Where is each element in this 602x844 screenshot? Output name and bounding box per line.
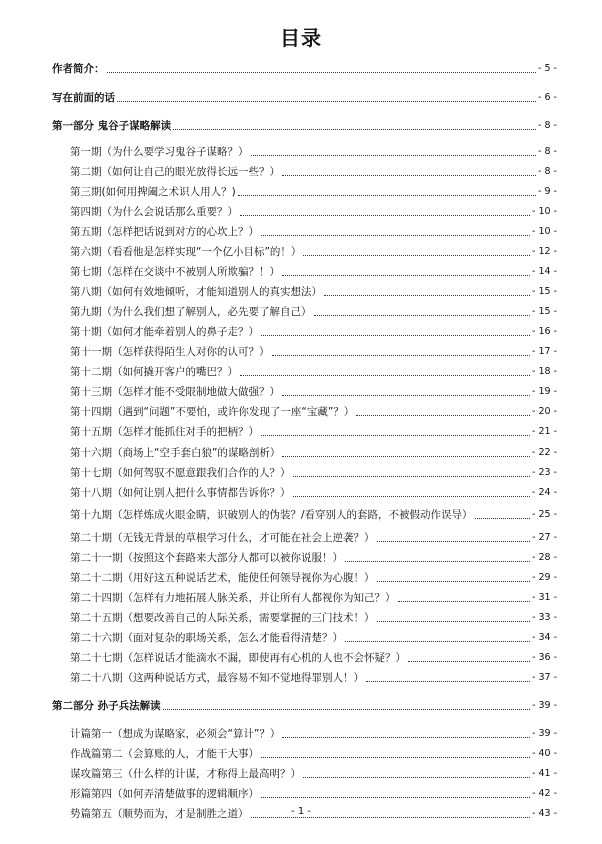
toc-entry-page: - 41 - (532, 768, 557, 779)
toc-entry-page: - 36 - (532, 652, 557, 663)
toc-entry (70, 508, 557, 522)
toc-entry (70, 651, 557, 665)
toc-entry-page: - 43 - (532, 808, 557, 819)
toc-entry-page: - 40 - (532, 748, 557, 759)
toc-entry-page: - 25 - (532, 509, 557, 520)
toc-entry (70, 787, 557, 801)
toc-entry (70, 551, 557, 565)
toc-entry (70, 265, 557, 279)
toc-entry-page: - 8 - (538, 146, 557, 157)
toc-entry (70, 285, 557, 299)
dot-leader (282, 175, 536, 176)
toc-entry-page: - 20 - (532, 406, 557, 417)
dot-leader (324, 295, 530, 296)
toc-entry-title: 谋攻篇第三（什么样的计谋，才称得上最高明？） (70, 768, 301, 780)
toc-entry-page: - 9 - (538, 186, 557, 197)
toc-entry (70, 671, 557, 685)
toc-entry-page: - 8 - (538, 120, 557, 131)
dot-leader (282, 737, 530, 738)
toc-entry (70, 531, 557, 545)
toc-entry-title: 第十四期（遇到“问题”不要怕，或许你发现了一座“宝藏”？） (70, 406, 355, 418)
toc-entry-title: 第二十期（无钱无背景的草根学习什么，才可能在社会上逆袭？） (70, 532, 375, 544)
toc-entry (70, 365, 557, 379)
toc-entry-title: 第十六期（商场上“空手套白狼”的谋略剖析） (70, 447, 281, 459)
toc-entry-page: - 24 - (532, 487, 557, 498)
toc-entry (70, 611, 557, 625)
dot-leader (117, 101, 536, 102)
toc-entry-title: 第七期（怎样在交谈中不被别人所欺骗？！） (70, 266, 280, 278)
toc-entry-page: - 28 - (532, 552, 557, 563)
page-number: - 1 - (291, 806, 311, 817)
dot-leader (356, 415, 530, 416)
toc-entry-title: 势篇第五（顺势而为，才是制胜之道） (70, 808, 249, 820)
dot-leader (251, 155, 537, 156)
toc-entry-title: 第十七期（如何驾驭不愿意跟我们合作的人？） (70, 467, 291, 479)
toc-entry-title: 第二十五期（想要改善自己的人际关系，需要掌握的三门技术！） (70, 612, 375, 624)
toc-entry (70, 245, 557, 259)
toc-entry-title: 第二部分 孙子兵法解读 (52, 700, 161, 712)
toc-entry-title: 写在前面的话 (52, 92, 115, 104)
toc-entry (70, 727, 557, 741)
dot-leader (377, 581, 531, 582)
toc-entry-page: - 10 - (532, 206, 557, 217)
toc-entry-page: - 39 - (532, 700, 557, 711)
toc-entry-page: - 29 - (532, 572, 557, 583)
toc-entry-page: - 34 - (532, 632, 557, 643)
toc-entry (70, 405, 557, 419)
toc-entry-title: 第二十二期（用好这五种说话艺术，能使任何领导视你为心腹！） (70, 572, 375, 584)
dot-leader (261, 335, 530, 336)
toc-entry (70, 385, 557, 399)
dot-leader (377, 621, 531, 622)
toc-entry-page: - 15 - (532, 286, 557, 297)
toc-entry (52, 699, 557, 713)
toc-entry-page: - 5 - (538, 63, 557, 74)
toc-entry-title: 第十九期（怎样炼成火眼金睛，识破别人的伪装？/看穿别人的套路，不被假动作误导） (70, 509, 473, 521)
toc-entry (52, 91, 557, 105)
toc-entry (70, 165, 557, 179)
toc-entry-page: - 22 - (532, 447, 557, 458)
toc-entry (70, 185, 557, 199)
toc-entry-title: 第二十八期（这两种说话方式，最容易不知不觉地得罪别人！） (70, 672, 364, 684)
toc-entry (52, 62, 557, 76)
toc-entry-title: 形篇第四（如何弄清楚做事的逻辑顺序） (70, 788, 259, 800)
toc-entry-title: 第十五期（怎样才能抓住对手的把柄？） (70, 426, 259, 438)
dot-leader (366, 681, 530, 682)
toc-entry-title: 第二十六期（面对复杂的职场关系，怎么才能看得清楚？） (70, 632, 343, 644)
toc-entry-page: - 14 - (532, 266, 557, 277)
toc-entry-title: 第十一期（怎样获得陌生人对你的认可？） (70, 346, 270, 358)
toc-entry-page: - 15 - (532, 306, 557, 317)
toc-entry-page: - 10 - (532, 226, 557, 237)
toc-entry (70, 205, 557, 219)
toc-entry-title: 第九期（为什么我们想了解别人，必先要了解自己） (70, 306, 312, 318)
toc-entry-page: - 31 - (532, 592, 557, 603)
toc-entry-title: 作战篇第二（会算账的人，才能干大事） (70, 748, 259, 760)
toc-entry (70, 325, 557, 339)
dot-leader (240, 375, 530, 376)
toc-entry (70, 446, 557, 460)
page-title: 目录 (280, 26, 322, 50)
dot-leader (173, 129, 536, 130)
dot-leader (251, 817, 531, 818)
dot-leader (475, 518, 530, 519)
toc-entry-title: 第二十七期（怎样说话才能滴水不漏，即使再有心机的人也不会怀疑？） (70, 652, 406, 664)
dot-leader (282, 395, 530, 396)
toc-entry-title: 第六期（看看他是怎样实现“一个亿小目标”的！） (70, 246, 302, 258)
toc-entry (70, 571, 557, 585)
dot-leader (261, 235, 530, 236)
toc-entry-page: - 27 - (532, 532, 557, 543)
dot-leader (345, 641, 530, 642)
toc-entry-page: - 6 - (538, 92, 557, 103)
dot-leader (272, 355, 531, 356)
dot-leader (107, 72, 537, 73)
toc-entry-page: - 12 - (532, 246, 557, 257)
toc-entry (70, 425, 557, 439)
dot-leader (238, 195, 536, 196)
toc-entry-title: 第四期（为什么会说话那么重要？） (70, 206, 238, 218)
toc-entry-title: 第八期（如何有效地倾听，才能知道别人的真实想法） (70, 286, 322, 298)
dot-leader (303, 777, 530, 778)
dot-leader (163, 709, 530, 710)
dot-leader (282, 275, 530, 276)
dot-leader (261, 797, 530, 798)
toc-entry (70, 631, 557, 645)
dot-leader (282, 456, 530, 457)
toc-entry (70, 591, 557, 605)
toc-entry (70, 747, 557, 761)
toc-entry-page: - 16 - (532, 326, 557, 337)
toc-entry-title: 第二期（如何让自己的眼光放得长远一些？） (70, 166, 280, 178)
dot-leader (345, 561, 530, 562)
dot-leader (261, 435, 530, 436)
dot-leader (240, 215, 530, 216)
toc-entry (52, 119, 557, 133)
dot-leader (398, 601, 531, 602)
toc-entry-page: - 33 - (532, 612, 557, 623)
toc-entry-page: - 42 - (532, 788, 557, 799)
toc-entry (70, 767, 557, 781)
toc-entry (70, 145, 557, 159)
toc-entry-page: - 23 - (532, 467, 557, 478)
toc-entry-title: 计篇第一（想成为谋略家，必须会“算计”？） (70, 728, 281, 740)
dot-leader (293, 476, 531, 477)
toc-entry-title: 第十三期（怎样才能不受限制地做大做强？） (70, 386, 280, 398)
toc-entry-page: - 8 - (538, 166, 557, 177)
dot-leader (261, 757, 530, 758)
toc-entry-page: - 39 - (532, 728, 557, 739)
toc-entry-title: 第三期(如何用捭阖之术识人用人？) (70, 186, 236, 198)
dot-leader (293, 496, 531, 497)
toc-entry-page: - 17 - (532, 346, 557, 357)
toc-entry-title: 第十二期（如何撬开客户的嘴巴？） (70, 366, 238, 378)
toc-entry-title: 第十八期（如何让别人把什么事情都告诉你？） (70, 487, 291, 499)
toc-entry-title: 作者简介： (52, 63, 105, 75)
toc-entry-page: - 18 - (532, 366, 557, 377)
toc-entry-title: 第二十四期（怎样有力地拓展人脉关系，并让所有人都视你为知己？） (70, 592, 396, 604)
toc-entry-page: - 37 - (532, 672, 557, 683)
toc-entry (70, 466, 557, 480)
dot-leader (408, 661, 530, 662)
toc-entry (70, 486, 557, 500)
toc-entry (70, 305, 557, 319)
toc-entry-page: - 19 - (532, 386, 557, 397)
toc-entry-title: 第二十一期（按照这个套路来大部分人都可以被你说服！） (70, 552, 343, 564)
dot-leader (303, 255, 530, 256)
toc-entry-title: 第一期（为什么要学习鬼谷子谋略？） (70, 146, 249, 158)
toc-entry (70, 345, 557, 359)
dot-leader (377, 541, 531, 542)
toc-entry-title: 第五期（怎样把话说到对方的心坎上？） (70, 226, 259, 238)
toc-entry-title: 第十期（如何才能牵着别人的鼻子走？） (70, 326, 259, 338)
toc-entry-title: 第一部分 鬼谷子谋略解读 (52, 120, 172, 132)
toc-entry (70, 225, 557, 239)
toc-entry-page: - 21 - (532, 426, 557, 437)
dot-leader (314, 315, 531, 316)
